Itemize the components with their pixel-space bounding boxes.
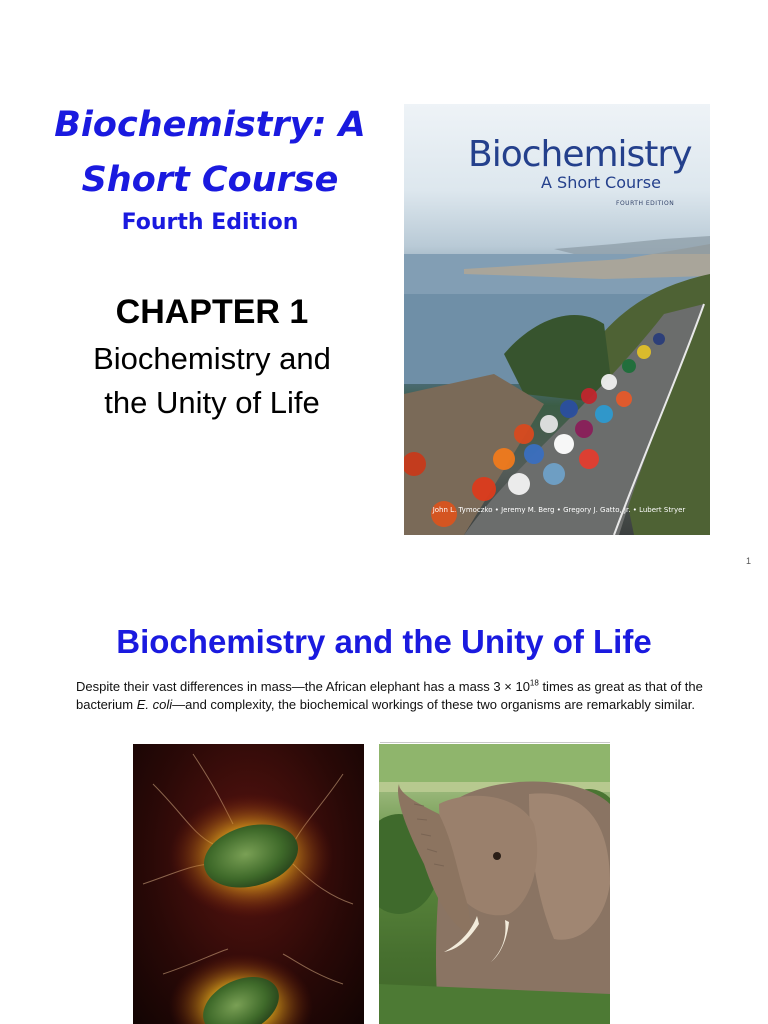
book-cover-image [404, 104, 710, 535]
body-exponent: 18 [529, 678, 539, 688]
slide-2-title: Biochemistry and the Unity of Life [116, 623, 652, 660]
elephant-illustration [379, 744, 610, 1024]
cover-subtitle: A Short Course [541, 173, 661, 192]
chapter-subtitle-line-2: the Unity of Life [104, 385, 320, 420]
african-elephant-image [379, 744, 610, 1024]
body-text-part-2: times as great as that of the bacterium [76, 679, 703, 712]
chapter-heading: CHAPTER 1 [115, 293, 309, 331]
cover-authors: John L. Tymoczko • Jeremy M. Berg • Gregory J. Gatto, Jr. • Lubert Stryer [432, 506, 686, 514]
bacteria-illustration [133, 744, 364, 1024]
body-text-part-1: Despite their vast differences in mass—the African elephant has a mass 3 × 10 [76, 679, 530, 694]
ecoli-bacterium-image [133, 744, 364, 1024]
body-italic-species: E. coli [136, 697, 173, 712]
cover-title: Biochemistry [468, 134, 692, 175]
chapter-subtitle-line-1: Biochemistry and [93, 341, 331, 376]
slide-2-body-text [76, 678, 716, 714]
image-top-divider [380, 742, 610, 743]
body-text-part-3: —and complexity, the biochemical workings of these two organisms are remarkably similar. [172, 697, 695, 712]
book-title-line-2: Short Course [81, 160, 339, 200]
edition-label: Fourth Edition [121, 210, 299, 235]
page-number: 1 [746, 556, 752, 566]
book-title-line-1: Biochemistry: A [54, 105, 366, 145]
cover-edition: FOURTH EDITION [616, 200, 675, 207]
